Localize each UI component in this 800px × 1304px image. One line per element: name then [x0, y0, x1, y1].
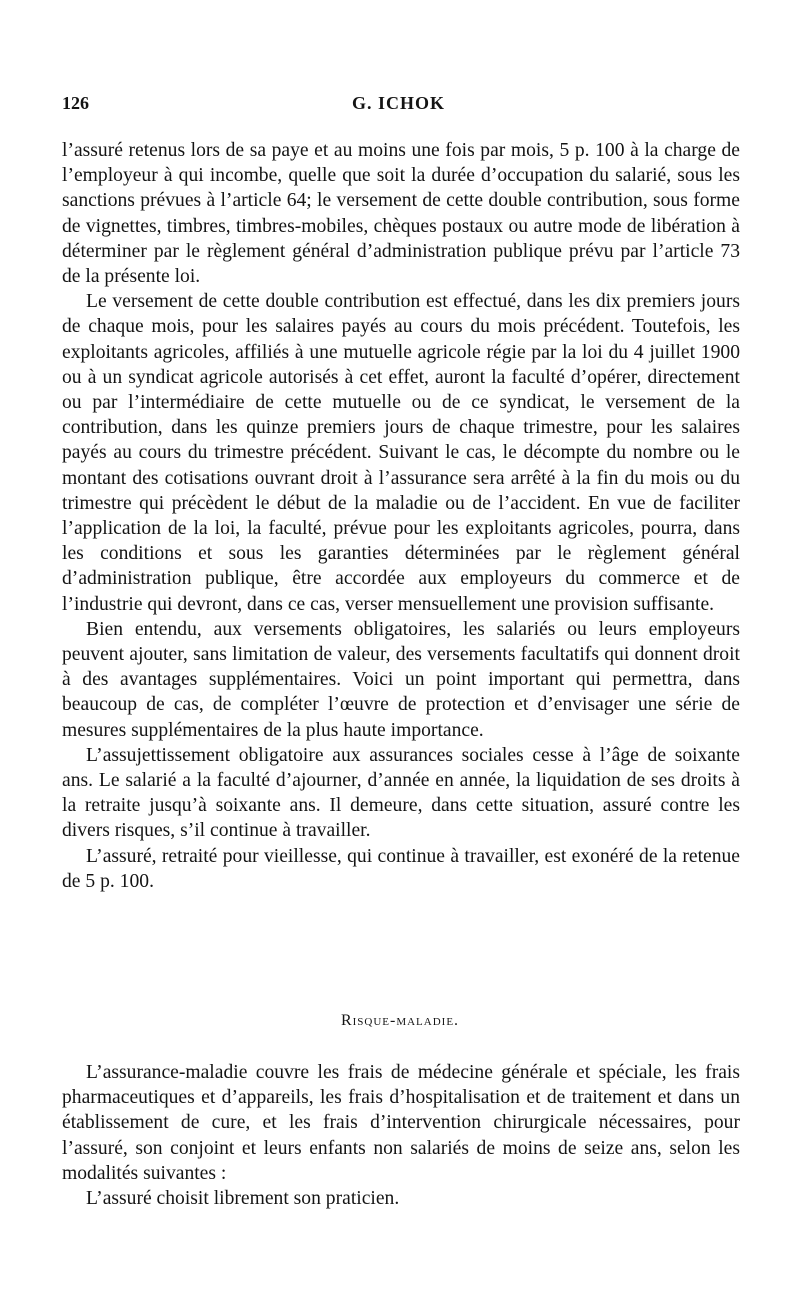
- paragraph-assujettissement: L’assujettissement obligatoire aux assurances sociales cesse à l’âge de soixante ans. Le salarié a la faculté d’ajourner, d’année en année, la liquidation de ses droits à la retraite jusqu’à soixante ans. Il demeure, dans cette situation, assuré contre les divers risques, s’il continue à travailler.: [62, 744, 740, 842]
- paragraph-assurance-maladie: L’assurance-maladie couvre les frais de médecine générale et spéciale, les frais pharmaceutiques et d’appareils, les frais d’hospitalisation et de traitement et dans un établissement de cure, et les frais d’intervention chirurgicale nécessaires, pour l’assuré, son conjoint et leurs enfants non salariés de moins de seize ans, selon les modalités suivantes :: [62, 1062, 740, 1184]
- section-text-block: [62, 1060, 740, 1211]
- page-number: 126: [62, 93, 89, 113]
- paragraph-praticien: L’assuré choisit librement son praticien.: [86, 1188, 400, 1210]
- running-head-author: G. ICHOK: [352, 93, 446, 113]
- main-text-block: [62, 138, 740, 894]
- paragraph-versement: Le versement de cette double contribution est effectué, dans les dix premiers jours de chaque mois, pour les salaires payés au cours du mois précédent. Toutefois, les exploitants agricoles, affiliés à une mutuelle agricole régie par la loi du 4 juillet 1900 ou à un syndicat agricole autorisés à cet effet, auront la faculté d’opérer, directement ou par l’intermédiaire de cette mutuelle ou de ce syndicat, le versement de la contribution, dans les quinze premiers jours de chaque trimestre, pour les salaires payés au cours du trimestre précédent. Suivant le cas, le décompte du nombre ou le montant des cotisations ouvrant droit à l’assurance sera arrêté à la fin du mois ou du trimestre qui précèdent le début de la maladie ou de l’accident. En vue de faciliter l’application de la loi, la faculté, prévue pour les exploitants agricoles, pourra, dans les conditions et sous les garanties déterminées par le règlement général d’administration publique, être accordée aux employeurs du commerce et de l’industrie qui devront, dans ce cas, verser mensuellement une provision suffisante.: [62, 291, 740, 615]
- section-heading: Risque-maladie.: [340, 1012, 460, 1029]
- paragraph-retraite: L’assuré, retraité pour vieillesse, qui continue à travailler, est exonéré de la retenue de 5 p. 100.: [62, 845, 740, 892]
- page-header: [62, 93, 762, 123]
- paragraph-versements-facultatifs: Bien entendu, aux versements obligatoires, les salariés ou leurs employeurs peuvent ajouter, sans limitation de valeur, des versements facultatifs qui donnent droit à des avantages supplémentaires. Voici un point important qui permettra, dans beaucoup de cas, de compléter l’œuvre de protection et d’envisager une série de mesures supplémentaires de la plus haute importance.: [62, 618, 740, 741]
- paragraph-continuation: l’assuré retenus lors de sa paye et au moins une fois par mois, 5 p. 100 à la charge de l’employeur à qui incombe, quelle que soit la durée d’occupation du salarié, sous les sanctions prévues à l’article 64; le versement de cette double contribution, sous forme de vignettes, timbres, timbres-mobiles, chèques postaux ou autre mode de libération à déterminer par le règlement général d’administration publique prévu par l’article 73 de la présente loi.: [62, 140, 740, 288]
